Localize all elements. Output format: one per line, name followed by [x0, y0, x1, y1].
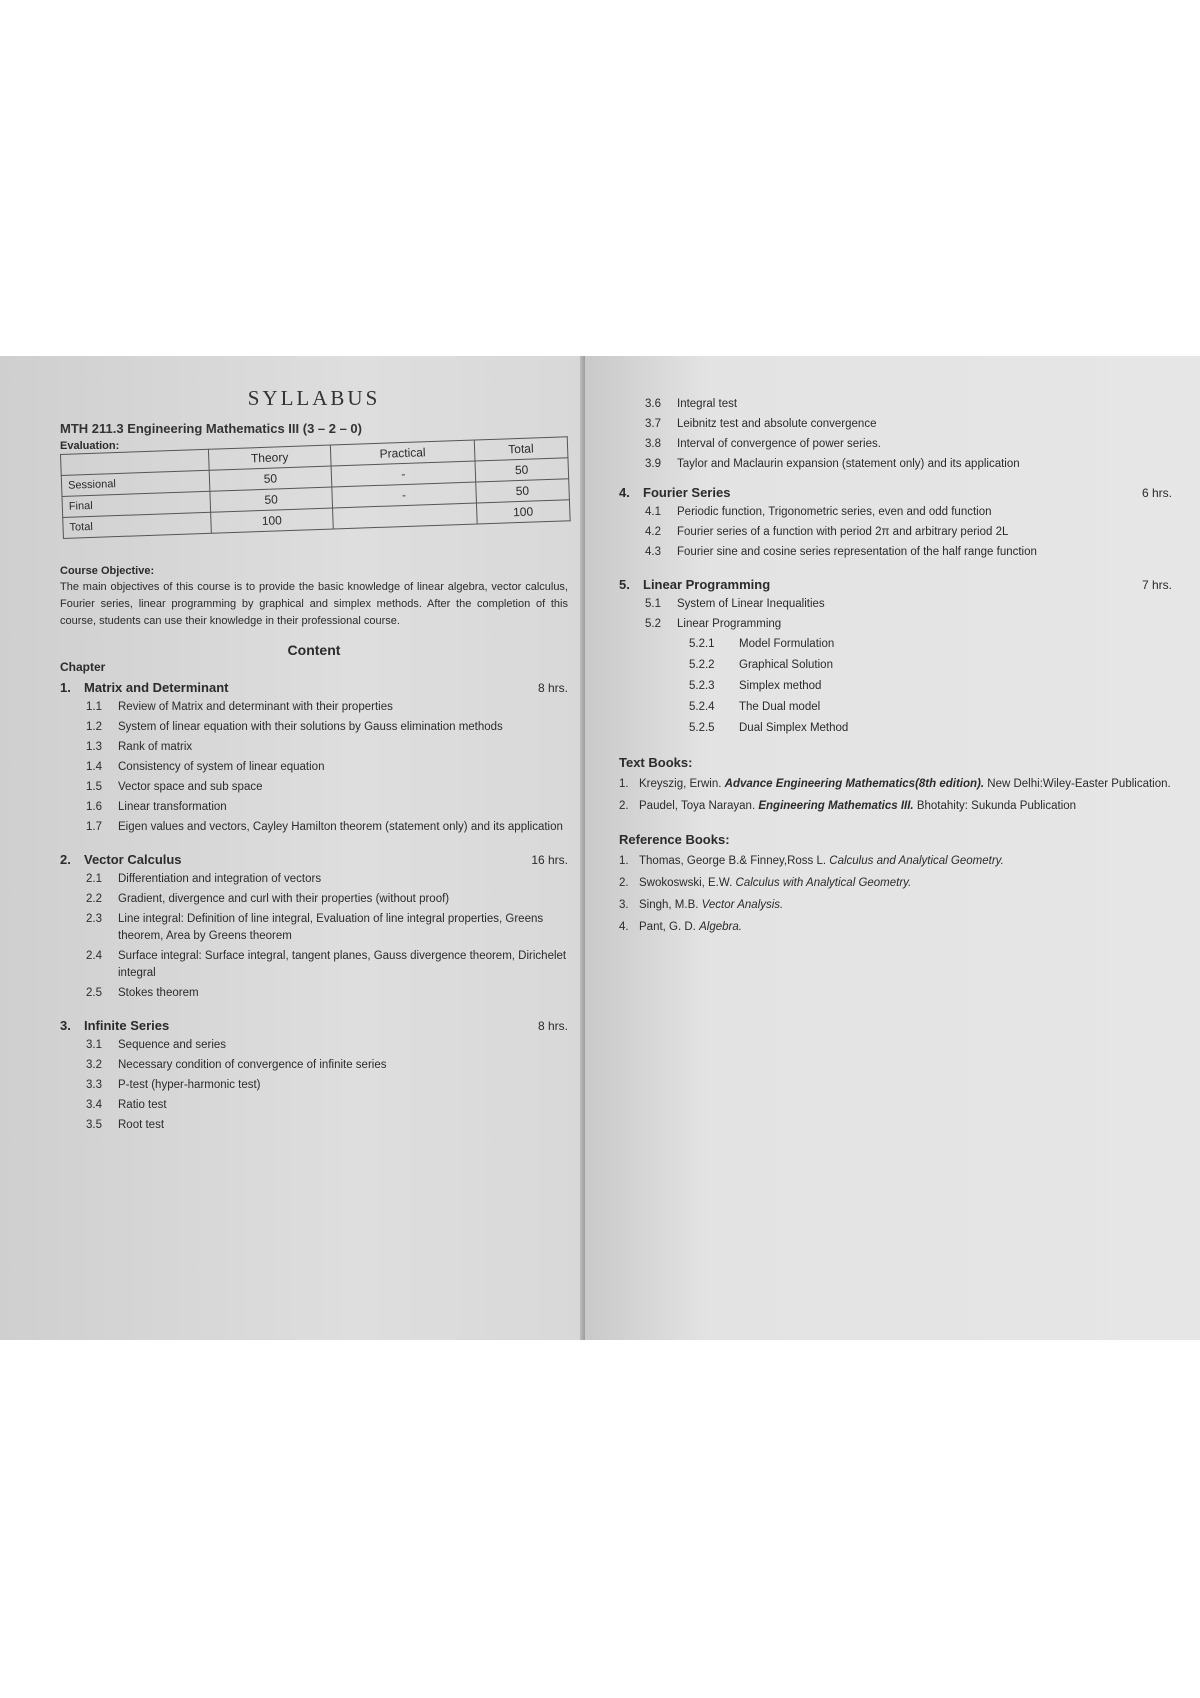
chapter-block — [619, 577, 1172, 737]
syllabus-item — [619, 456, 1172, 473]
item-text: Eigen values and vectors, Cayley Hamilton theorem (statement only) and its application — [118, 821, 563, 833]
item-number: 1.3 — [86, 741, 102, 753]
objective-heading: Course Objective: — [60, 565, 155, 577]
chapter-header — [619, 485, 1172, 500]
right-chapter-list — [619, 485, 1172, 737]
chapter-hours: 8 hrs. — [537, 1019, 568, 1033]
entry-text — [639, 853, 1172, 869]
chapter-block — [60, 1018, 568, 1134]
chapter-number: 5. — [619, 577, 630, 592]
textbook-entry — [619, 798, 1172, 814]
chapter-number: 2. — [60, 852, 71, 867]
refbook-entry — [619, 853, 1172, 869]
item-number: 3.5 — [86, 1119, 102, 1131]
book-title: Engineering Mathematics III. — [758, 800, 914, 812]
chapter-number: 4. — [619, 485, 630, 500]
chapter-header — [619, 577, 1172, 592]
chapter-title-wrap — [60, 680, 228, 695]
syllabus-item — [60, 1077, 568, 1094]
item-text: Sequence and series — [118, 1039, 227, 1051]
entry-number: 1. — [619, 778, 629, 790]
item-number: 1.2 — [86, 721, 102, 733]
continued-items — [619, 396, 1172, 473]
syllabus-item — [60, 819, 568, 836]
chapter-hours: 6 hrs. — [1141, 486, 1172, 500]
item-text: Interval of convergence of power series. — [677, 438, 881, 450]
table-cell: Sessional — [61, 470, 209, 496]
chapter-title-wrap — [60, 1018, 169, 1033]
item-text: Fourier sine and cosine series representation of the half range function — [677, 546, 1037, 558]
subitem-number: 5.2.4 — [689, 701, 715, 713]
item-text: Leibnitz test and absolute convergence — [677, 418, 877, 430]
item-number: 3.1 — [86, 1039, 102, 1051]
entry-number: 1. — [619, 855, 629, 867]
entry-text — [639, 919, 1172, 935]
item-number: 1.7 — [86, 821, 102, 833]
book-author: Pant, G. D. — [639, 921, 696, 933]
book-title: Calculus and Analytical Geometry. — [829, 855, 1004, 867]
subitem-text: The Dual model — [739, 701, 821, 713]
item-number: 2.2 — [86, 893, 102, 905]
item-number: 3.2 — [86, 1059, 102, 1071]
right-page — [585, 356, 1200, 1340]
syllabus-item — [60, 1097, 568, 1114]
item-text: Taylor and Maclaurin expansion (statement only) and its application — [677, 458, 1020, 470]
item-number: 3.4 — [86, 1099, 102, 1111]
syllabus-item — [60, 871, 568, 888]
chapter-block — [60, 680, 568, 836]
book-title: Calculus with Analytical Geometry. — [735, 877, 912, 889]
course-title: MTH 211.3 Engineering Mathematics III (3 – 2 – 0) — [60, 421, 362, 436]
item-text: Fourier series of a function with period 2π and arbitrary period 2L — [677, 526, 1009, 538]
item-text: Stokes theorem — [118, 987, 199, 999]
chapter-hours: 7 hrs. — [1141, 578, 1172, 592]
item-number: 4.2 — [645, 526, 661, 538]
syllabus-item — [60, 739, 568, 756]
item-number: 1.5 — [86, 781, 102, 793]
syllabus-subitem — [619, 636, 1172, 653]
entry-number: 2. — [619, 800, 629, 812]
book-author: Singh, M.B. — [639, 899, 699, 911]
syllabus-item — [60, 719, 568, 736]
syllabus-subitem — [619, 657, 1172, 674]
table-cell: - — [331, 461, 475, 487]
chapter-header — [60, 852, 568, 867]
syllabus-item — [619, 436, 1172, 453]
item-number: 5.2 — [645, 618, 661, 630]
table-cell: 50 — [475, 479, 569, 503]
syllabus-item — [619, 396, 1172, 413]
syllabus-item — [619, 596, 1172, 613]
book-author: Paudel, Toya Narayan. — [639, 800, 756, 812]
subitem-number: 5.2.1 — [689, 638, 715, 650]
syllabus-item — [60, 1057, 568, 1074]
book-photo — [0, 356, 1200, 1340]
item-number: 5.1 — [645, 598, 661, 610]
item-text: P-test (hyper-harmonic test) — [118, 1079, 261, 1091]
textbook-entry — [619, 776, 1172, 792]
table-cell: Final — [62, 491, 210, 517]
item-number: 2.3 — [86, 913, 102, 925]
syllabus-item — [60, 911, 568, 945]
item-text: Necessary condition of convergence of infinite series — [118, 1059, 387, 1071]
chapter-heading: Chapter — [60, 660, 106, 674]
table-header-cell: Theory — [208, 445, 331, 470]
syllabus-item — [60, 891, 568, 908]
item-text: Root test — [118, 1119, 165, 1131]
item-text: Rank of matrix — [118, 741, 193, 753]
item-text: Linear transformation — [118, 801, 227, 813]
item-text: Integral test — [677, 398, 738, 410]
table-cell: 50 — [210, 487, 333, 512]
page-title: SYLLABUS — [247, 386, 381, 410]
syllabus-item — [60, 759, 568, 776]
subitem-text: Model Formulation — [739, 638, 835, 650]
table-header-cell: Practical — [330, 440, 474, 466]
item-number: 4.3 — [645, 546, 661, 558]
textbooks-heading: Text Books: — [619, 755, 693, 770]
item-text: Linear Programming — [677, 618, 782, 630]
entry-text — [639, 897, 1172, 913]
item-text: Surface integral: Surface integral, tangent planes, Gauss divergence theorem, Dirichelet integral — [118, 950, 567, 979]
entry-text — [639, 776, 1172, 792]
entry-number: 4. — [619, 921, 629, 933]
chapter-header — [60, 1018, 568, 1033]
item-number: 3.9 — [645, 458, 661, 470]
entry-number: 3. — [619, 899, 629, 911]
table-header-cell: Total — [474, 437, 568, 461]
evaluation-label: Evaluation: — [60, 440, 120, 452]
chapter-header — [60, 680, 568, 695]
table-cell: - — [332, 482, 476, 508]
item-text: System of linear equation with their solutions by Gauss elimination methods — [118, 721, 503, 733]
item-text: Periodic function, Trigonometric series, even and odd function — [677, 506, 992, 518]
refbook-entry — [619, 897, 1172, 913]
evaluation-table — [60, 436, 571, 539]
entry-number: 2. — [619, 877, 629, 889]
subitem-text: Dual Simplex Method — [739, 722, 849, 734]
table-cell: Total — [63, 512, 211, 538]
syllabus-item — [60, 948, 568, 982]
item-number: 1.6 — [86, 801, 102, 813]
item-text: Ratio test — [118, 1099, 167, 1111]
subitem-number: 5.2.3 — [689, 680, 715, 692]
objective-text: The main objectives of this course is to provide the basic knowledge of linear algebra, vector calculus, Fourier series, linear programming by graphical and simplex methods. After the completion of this course, students can use their knowledge in their professional course. — [60, 581, 568, 627]
chapter-title-wrap — [619, 577, 770, 592]
chapter-title: Vector Calculus — [84, 852, 182, 867]
chapter-title-wrap — [619, 485, 730, 500]
textbooks-list — [619, 776, 1172, 814]
item-number: 3.6 — [645, 398, 661, 410]
syllabus-item — [619, 524, 1172, 541]
item-number: 2.5 — [86, 987, 102, 999]
item-text: Differentiation and integration of vectors — [118, 873, 322, 885]
refbooks-heading: Reference Books: — [619, 832, 730, 847]
syllabus-item — [619, 504, 1172, 521]
item-text: Vector space and sub space — [118, 781, 263, 793]
left-page — [0, 356, 592, 1340]
book-title: Advance Engineering Mathematics(8th edition). — [724, 778, 985, 790]
syllabus-item — [619, 544, 1172, 561]
item-number: 3.3 — [86, 1079, 102, 1091]
item-number: 1.1 — [86, 701, 102, 713]
item-text: Review of Matrix and determinant with their properties — [118, 701, 393, 713]
subitem-text: Simplex method — [739, 680, 822, 692]
item-number: 3.8 — [645, 438, 661, 450]
chapter-title: Linear Programming — [643, 577, 771, 592]
book-title: Vector Analysis. — [701, 899, 784, 911]
syllabus-item — [60, 1117, 568, 1134]
book-title: Algebra. — [699, 921, 742, 933]
item-text: Consistency of system of linear equation — [118, 761, 325, 773]
chapter-block — [60, 852, 568, 1002]
item-text: Gradient, divergence and curl with their properties (without proof) — [118, 893, 450, 905]
chapter-number: 1. — [60, 680, 71, 695]
syllabus-item — [60, 799, 568, 816]
book-publisher: Bhotahity: Sukunda Publication — [916, 800, 1077, 812]
chapter-title-wrap — [60, 852, 182, 867]
syllabus-item — [619, 416, 1172, 433]
item-number: 2.4 — [86, 950, 102, 962]
item-text: Line integral: Definition of line integral, Evaluation of line integral properties, Greens theorem, Area by Greens theorem — [118, 913, 544, 942]
chapter-title: Infinite Series — [84, 1018, 170, 1033]
table-cell — [333, 503, 477, 529]
item-number: 1.4 — [86, 761, 102, 773]
book-publisher: New Delhi:Wiley-Easter Publication. — [987, 778, 1171, 790]
subitem-number: 5.2.2 — [689, 659, 715, 671]
subitem-text: Graphical Solution — [739, 659, 833, 671]
entry-text — [639, 798, 1172, 814]
item-text: System of Linear Inequalities — [677, 598, 825, 610]
content-heading: Content — [287, 642, 341, 658]
chapter-hours: 8 hrs. — [537, 681, 568, 695]
syllabus-item — [60, 985, 568, 1002]
book-author: Kreyszig, Erwin. — [639, 778, 722, 790]
table-cell: 100 — [476, 500, 570, 524]
entry-text — [639, 875, 1172, 891]
left-chapter-list — [60, 680, 568, 1134]
chapter-title: Matrix and Determinant — [84, 680, 229, 695]
syllabus-item — [60, 1037, 568, 1054]
book-author: Thomas, George B.& Finney,Ross L. — [639, 855, 827, 867]
syllabus-item — [60, 779, 568, 796]
refbook-entry — [619, 875, 1172, 891]
syllabus-item — [619, 616, 1172, 633]
chapter-title: Fourier Series — [643, 485, 731, 500]
syllabus-item — [60, 699, 568, 716]
chapter-hours: 16 hrs. — [531, 853, 568, 867]
table-cell: 100 — [210, 508, 333, 533]
book-author: Swokoswski, E.W. — [639, 877, 733, 889]
item-number: 3.7 — [645, 418, 661, 430]
refbook-entry — [619, 919, 1172, 935]
chapter-block — [619, 485, 1172, 561]
chapter-number: 3. — [60, 1018, 71, 1033]
table-cell: 50 — [209, 466, 332, 491]
item-number: 4.1 — [645, 506, 661, 518]
subitem-number: 5.2.5 — [689, 722, 715, 734]
syllabus-subitem — [619, 678, 1172, 695]
syllabus-subitem — [619, 720, 1172, 737]
refbooks-list — [619, 853, 1172, 935]
table-cell: 50 — [475, 458, 569, 482]
item-number: 2.1 — [86, 873, 102, 885]
syllabus-subitem — [619, 699, 1172, 716]
